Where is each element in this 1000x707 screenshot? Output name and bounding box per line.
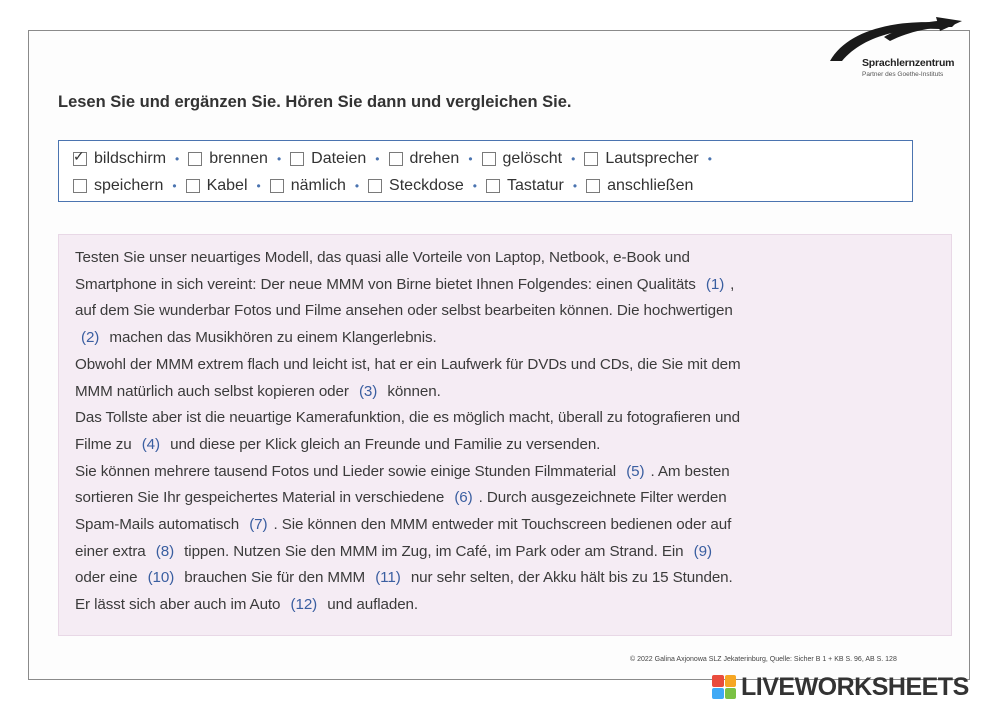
word-label: Lautsprecher	[605, 150, 699, 167]
checkbox[interactable]	[486, 179, 500, 193]
checkbox[interactable]	[482, 152, 496, 166]
text-segment: tippen. Nutzen Sie den MMM im Zug, im Café, im Park oder am Strand. Ein	[184, 542, 684, 560]
text-line	[75, 352, 945, 379]
text-segment: . Durch ausgezeichnete Filter werden	[478, 489, 727, 507]
gap-2[interactable]: (2)	[81, 329, 100, 347]
text-segment: Testen Sie unser neuartiges Modell, das quasi alle Vorteile von Laptop, Netbook, e-Book und	[75, 249, 690, 266]
word-label: speichern	[94, 177, 164, 194]
text-segment: Er lässt sich aber auch im Auto	[75, 596, 281, 614]
text-line	[75, 565, 945, 592]
text-segment: . Sie können den MMM entweder mit Touchscreen bedienen oder auf	[273, 516, 732, 534]
text-segment: und diese per Klick gleich an Freunde und Familie zu versenden.	[170, 435, 601, 453]
text-line	[75, 379, 945, 406]
text-segment: Filme zu	[75, 435, 132, 453]
word-option-kabel[interactable]	[186, 177, 248, 195]
text-line	[75, 539, 945, 566]
word-label: nämlich	[290, 177, 346, 194]
separator-dot: •	[571, 152, 576, 166]
word-label: Tastatur	[506, 177, 564, 194]
word-option-dateien[interactable]	[290, 150, 366, 168]
gap-10[interactable]: (10)	[147, 569, 175, 587]
liveworksheets-logo-icon	[712, 675, 736, 699]
gap-1[interactable]: (1)	[705, 275, 725, 293]
word-bank	[58, 140, 913, 202]
checkbox[interactable]	[586, 179, 600, 193]
word-bank-row	[73, 147, 721, 171]
text-segment: Obwohl der MMM extrem flach und leicht ist, hat er ein Laufwerk für DVDs und CDs, die Sie mit dem	[75, 355, 741, 373]
text-segment: . Am besten	[650, 462, 730, 480]
checkbox[interactable]	[290, 152, 304, 166]
word-label: Steckdose	[389, 177, 464, 194]
word-label: bildschirm	[94, 150, 167, 167]
separator-dot: •	[276, 152, 282, 166]
text-line	[75, 512, 945, 539]
text-segment: brauchen Sie für den MMM	[184, 569, 366, 587]
text-segment: können.	[387, 382, 441, 400]
checkbox[interactable]	[186, 179, 200, 193]
gap-3[interactable]: (3)	[358, 382, 378, 400]
text-segment: MMM natürlich auch selbst kopieren oder	[75, 382, 349, 400]
word-label: gelöscht	[502, 150, 563, 167]
word-option-tastatur[interactable]	[486, 177, 564, 195]
separator-dot: •	[175, 152, 180, 166]
text-line	[75, 298, 945, 325]
word-label: Dateien	[311, 150, 367, 167]
gap-8[interactable]: (8)	[155, 542, 175, 560]
gap-6[interactable]: (6)	[454, 489, 473, 507]
separator-dot: •	[572, 179, 578, 193]
brand-label: LIVEWORKSHEETS	[741, 672, 969, 701]
logo-name: Sprachlernzentrum	[862, 57, 955, 69]
cloze-text	[75, 245, 945, 619]
gap-5[interactable]: (5)	[626, 462, 645, 480]
word-bank-row	[73, 174, 693, 198]
word-option-geloescht[interactable]	[482, 150, 563, 168]
word-option-anschliessen[interactable]	[586, 177, 693, 195]
text-line	[75, 592, 945, 619]
word-option-naemlich[interactable]	[270, 177, 346, 195]
gap-7[interactable]: (7)	[249, 516, 268, 534]
checkbox[interactable]	[584, 152, 598, 166]
text-segment: oder eine	[75, 569, 138, 587]
word-option-drehen[interactable]	[389, 150, 460, 168]
text-segment: Spam-Mails automatisch	[75, 516, 240, 534]
text-line	[75, 325, 945, 352]
checkbox[interactable]	[188, 152, 202, 166]
text-segment: Sie können mehrere tausend Fotos und Lieder sowie einige Stunden Filmmaterial	[75, 462, 617, 480]
text-segment: nur sehr selten, der Akku hält bis zu 15 Stunden.	[410, 569, 733, 587]
separator-dot: •	[172, 179, 177, 193]
text-segment: auf dem Sie wunderbar Fotos und Filme ansehen oder selbst bearbeiten können. Die hochwertigen	[75, 302, 733, 320]
word-option-speichern[interactable]	[73, 177, 163, 195]
checkbox[interactable]	[389, 152, 403, 166]
word-label: anschließen	[607, 177, 694, 194]
word-option-lautsprecher[interactable]	[584, 150, 698, 168]
text-segment: ,	[730, 275, 735, 293]
checkbox[interactable]	[270, 179, 284, 193]
word-label: Kabel	[206, 177, 248, 194]
exercise-instruction: Lesen Sie und ergänzen Sie. Hören Sie dann und vergleichen Sie.	[58, 93, 572, 111]
word-option-bildschirm[interactable]	[73, 150, 166, 168]
separator-dot: •	[707, 152, 712, 166]
separator-dot: •	[354, 179, 360, 193]
source-credit: © 2022 Galina Axjonowa SLZ Jekaterinburg, Quelle: Sicher B 1 + KB S. 96, AB S. 128	[630, 656, 897, 663]
word-label: brennen	[209, 150, 268, 167]
word-option-brennen[interactable]	[188, 150, 268, 168]
sprachlernzentrum-logo	[828, 15, 978, 85]
gap-4[interactable]: (4)	[141, 435, 160, 453]
separator-dot: •	[375, 152, 380, 166]
liveworksheets-brand[interactable]	[712, 672, 969, 702]
check-icon: ✓	[73, 148, 85, 164]
gap-9[interactable]: (9)	[693, 542, 712, 560]
text-segment: machen das Musikhören zu einem Klangerlebnis.	[109, 329, 437, 347]
text-line	[75, 459, 945, 486]
text-segment: Das Tollste aber ist die neuartige Kamerafunktion, die es möglich macht, überall zu fotografieren und	[75, 409, 740, 427]
word-label: drehen	[409, 150, 460, 167]
checkbox[interactable]	[368, 179, 382, 193]
logo-subtitle: Partner des Goethe-Instituts	[862, 71, 944, 78]
text-line	[75, 485, 945, 512]
separator-dot: •	[472, 179, 477, 193]
cloze-text-box	[58, 234, 952, 636]
gap-11[interactable]: (11)	[375, 569, 401, 587]
word-option-steckdose[interactable]	[368, 177, 464, 195]
separator-dot: •	[468, 152, 473, 166]
text-line	[75, 272, 945, 299]
text-line	[75, 245, 945, 272]
text-segment: sortieren Sie Ihr gespeichertes Material in verschiedene	[75, 489, 445, 507]
text-line	[75, 432, 945, 459]
text-segment: und aufladen.	[327, 596, 419, 614]
text-line	[75, 405, 945, 432]
gap-12[interactable]: (12)	[290, 596, 318, 614]
text-segment: Smartphone in sich vereint: Der neue MMM von Birne bietet Ihnen Folgendes: einen Qualitäts	[75, 275, 696, 293]
separator-dot: •	[256, 179, 261, 193]
checkbox-checked[interactable]	[73, 148, 87, 166]
text-segment: einer extra	[75, 542, 146, 560]
checkbox[interactable]	[73, 179, 87, 193]
